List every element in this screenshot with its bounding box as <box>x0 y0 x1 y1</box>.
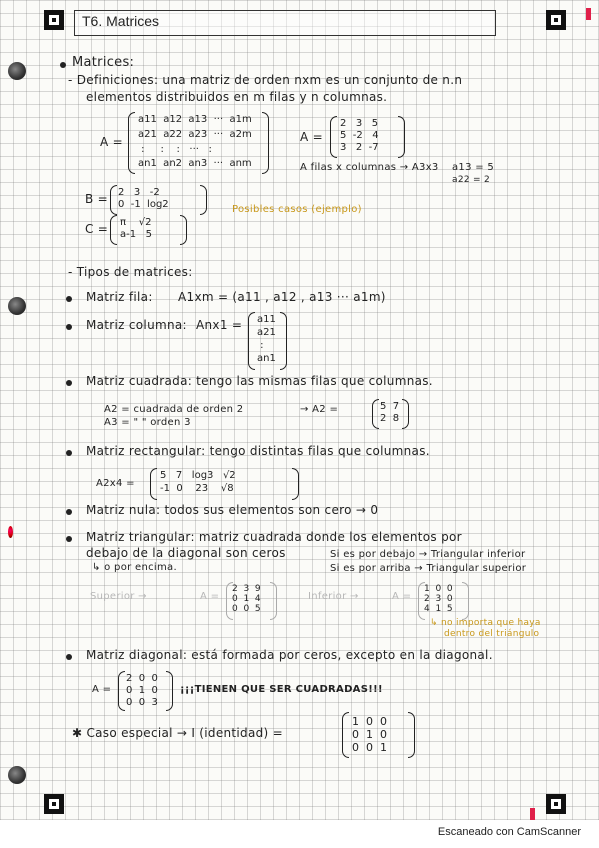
diagonal-matrix-row: 0 1 0 <box>126 685 158 696</box>
triangle-note-line-2: dentro del triángulo <box>444 629 540 639</box>
example-matrix-row: 2 3 5 <box>340 118 379 129</box>
matrix-c-row: π √2 <box>120 217 152 228</box>
upper-matrix-row: 0 0 5 <box>232 604 261 614</box>
bullet-icon <box>66 324 72 330</box>
red-tab <box>530 808 535 820</box>
column-matrix-label: Anx1 = <box>196 318 243 332</box>
type-rectangular-matrix: Matriz rectangular: tengo distintas filas que columnas. <box>86 444 430 458</box>
definition-line-1: - Definiciones: una matriz de orden nxm es un conjunto de n.n <box>68 73 463 87</box>
types-heading: - Tipos de matrices: <box>68 265 193 279</box>
bracket-right <box>402 399 409 429</box>
triangular-upper-rule: Si es por arriba → Triangular superior <box>330 563 527 574</box>
row-matrix-formula: A1xm = (a11 , a12 , a13 ··· a1m) <box>178 290 386 304</box>
matrix-b-row: 2 3 -2 <box>118 187 160 198</box>
bracket-left <box>128 112 135 174</box>
matrix-b-label: B = <box>85 192 109 206</box>
scanner-watermark: Escaneado con CamScanner <box>437 826 581 838</box>
diagonal-matrix-label: A = <box>92 684 112 695</box>
bracket-left <box>118 671 125 711</box>
column-matrix-row: : <box>257 340 264 351</box>
general-matrix-row: a21 a22 a23 ··· a2m <box>138 129 252 140</box>
example-matrix-row: 5 -2 4 <box>340 130 379 141</box>
bracket-right <box>200 185 207 215</box>
bracket-right <box>280 312 287 370</box>
lower-matrix-row: 2 3 0 <box>424 594 453 604</box>
upper-example-label: Superior → <box>90 591 147 602</box>
matrix-b-row: 0 -1 log2 <box>118 199 169 210</box>
example-matrix-row: 3 2 -7 <box>340 142 379 153</box>
column-matrix-row: a11 <box>257 314 276 325</box>
lower-matrix-row: 1 0 0 <box>424 584 453 594</box>
square-warning: ¡¡¡TIENEN QUE SER CUADRADAS!!! <box>180 684 383 695</box>
bracket-right <box>180 215 187 245</box>
bracket-right <box>292 468 299 500</box>
bullet-icon <box>66 536 72 542</box>
triangular-lower-rule: Si es por debajo → Triangular inferior <box>330 549 526 560</box>
corner-marker-icon <box>44 794 64 814</box>
element-a22: a22 = 2 <box>452 175 491 185</box>
column-matrix-row: an1 <box>257 353 276 364</box>
bracket-right <box>166 671 173 711</box>
bullet-icon <box>60 62 66 68</box>
binder-hole-icon <box>8 297 26 315</box>
bracket-left <box>150 468 157 500</box>
type-null-matrix: Matriz nula: todos sus elementos son cero → 0 <box>86 503 379 517</box>
identity-matrix-row: 0 0 1 <box>352 741 387 754</box>
possible-cases-note: Posibles casos (ejemplo) <box>232 204 362 215</box>
general-matrix-row: : : : ··· : <box>138 144 212 155</box>
corner-marker-icon <box>44 10 64 30</box>
type-triangular-matrix: Matriz triangular: matriz cuadrada donde los elementos por <box>86 530 462 544</box>
diagonal-matrix-row: 2 0 0 <box>126 673 158 684</box>
bracket-left <box>110 215 117 245</box>
element-a13: a13 = 5 <box>452 162 495 173</box>
square-example-label: → A2 = <box>300 404 339 415</box>
bullet-icon <box>66 380 72 386</box>
type-diagonal-matrix: Matriz diagonal: está formada por ceros, excepto en la diagonal. <box>86 648 493 662</box>
bracket-right <box>462 582 469 620</box>
example-matrix-label: A = <box>300 130 323 144</box>
binder-hole-icon <box>8 526 13 538</box>
page-title: T6. Matrices <box>82 13 160 29</box>
bullet-icon <box>66 296 72 302</box>
triangle-note-line-1: ↳ no importa que haya <box>430 618 541 628</box>
square-order-2: A2 = cuadrada de orden 2 <box>104 404 244 415</box>
square-order-3: A3 = " " orden 3 <box>104 417 191 428</box>
definition-line-2: elementos distribuidos en m filas y n columnas. <box>86 90 388 104</box>
triangular-description: debajo de la diagonal son ceros <box>86 546 286 560</box>
special-case: ✱ Caso especial → I (identidad) = <box>72 726 283 740</box>
type-row-matrix: Matriz fila: <box>86 290 153 304</box>
upper-matrix-row: 0 1 4 <box>232 594 261 604</box>
rectangular-matrix-row: 5 7 log3 √2 <box>160 470 236 481</box>
bracket-right <box>408 712 415 758</box>
bracket-left <box>110 185 117 215</box>
red-tab <box>586 8 591 20</box>
corner-marker-icon <box>546 794 566 814</box>
bracket-right <box>262 112 269 174</box>
rectangular-matrix-label: A2x4 = <box>96 478 135 489</box>
type-column-matrix: Matriz columna: <box>86 318 187 332</box>
square-matrix-row: 5 7 <box>380 401 400 412</box>
lower-matrix-row: 4 1 5 <box>424 604 453 614</box>
dimension-note: A filas x columnas → A3x3 <box>300 162 439 173</box>
general-matrix-label: A = <box>100 135 123 149</box>
binder-hole-icon <box>8 62 26 80</box>
bullet-icon <box>66 450 72 456</box>
bracket-right <box>398 116 405 158</box>
lower-matrix-label: A = <box>392 591 412 602</box>
bracket-left <box>372 399 379 429</box>
upper-matrix-row: 2 3 9 <box>232 584 261 594</box>
bracket-left <box>248 312 255 370</box>
matrix-c-label: C = <box>85 222 109 236</box>
bracket-left <box>342 712 349 758</box>
bullet-icon <box>66 654 72 660</box>
identity-matrix-row: 1 0 0 <box>352 715 387 728</box>
matrix-c-row: a-1 5 <box>120 229 152 240</box>
rectangular-matrix-row: -1 0 23 √8 <box>160 483 234 494</box>
lower-example-label: Inferior → <box>308 591 359 602</box>
general-matrix-row: a11 a12 a13 ··· a1m <box>138 114 252 125</box>
type-square-matrix: Matriz cuadrada: tengo las mismas filas que columnas. <box>86 374 433 388</box>
bracket-left <box>330 116 337 158</box>
general-matrix-row: an1 an2 an3 ··· anm <box>138 158 252 169</box>
square-matrix-row: 2 8 <box>380 413 400 424</box>
column-matrix-row: a21 <box>257 327 276 338</box>
section-heading: Matrices: <box>72 55 135 70</box>
diagonal-matrix-row: 0 0 3 <box>126 697 158 708</box>
bracket-right <box>270 582 277 620</box>
upper-matrix-label: A = <box>200 591 220 602</box>
binder-hole-icon <box>8 766 26 784</box>
triangular-note: ↳ o por encima. <box>92 562 177 573</box>
corner-marker-icon <box>546 10 566 30</box>
bullet-icon <box>66 509 72 515</box>
identity-matrix-row: 0 1 0 <box>352 728 387 741</box>
